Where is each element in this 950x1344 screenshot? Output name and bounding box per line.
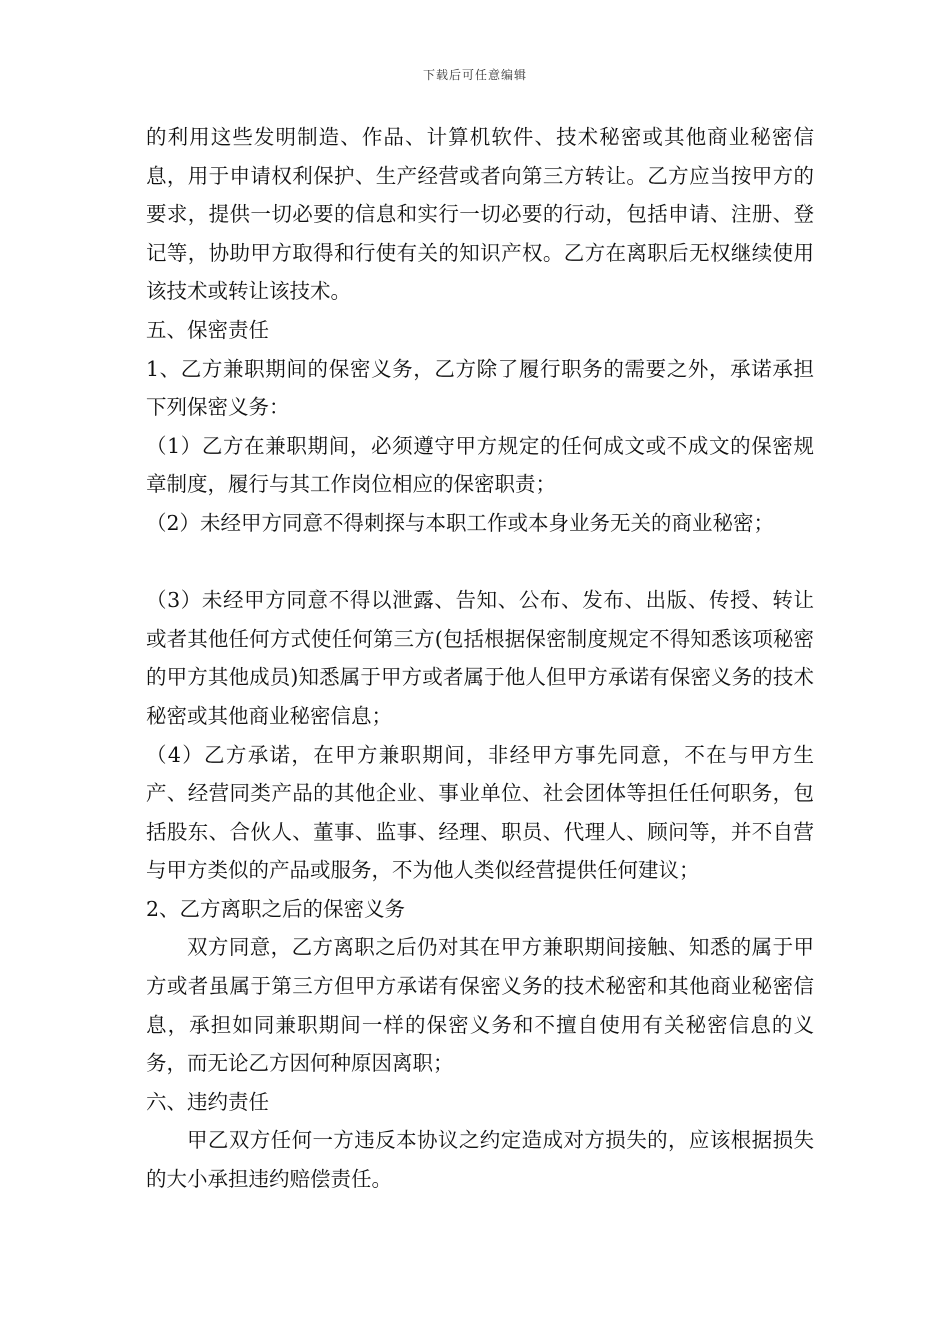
document-body (146, 118, 814, 1199)
item-3-no-disclosure: （3）未经甲方同意不得以泄露、告知、公布、发布、出版、传授、转让或者其他任何方式使任何第三方(包括根据保密制度规定不得知悉该项秘密的甲方其他成员)知悉属于甲方或者属于他人但甲方承诺有保密义务的技术秘密或其他商业秘密信息； (146, 588, 814, 728)
item-1-rules: （1）乙方在兼职期间，必须遵守甲方规定的任何成文或不成文的保密规章制度，履行与其工作岗位相应的保密职责； (146, 433, 814, 497)
paragraph-after-leaving-obligation: 双方同意，乙方离职之后仍对其在甲方兼职期间接触、知悉的属于甲方或者虽属于第三方但甲方承诺有保密义务的技术秘密和其他商业秘密信息，承担如同兼职期间一样的保密义务和不擅自使用有关秘密信息的义务，而无论乙方因何种原因离职； (146, 935, 814, 1076)
clause-1-during-employment: 1、乙方兼职期间的保密义务，乙方除了履行职务的需要之外，承诺承担下列保密义务： (146, 356, 814, 420)
paragraph-breach-liability: 甲乙双方任何一方违反本协议之约定造成对方损失的，应该根据损失的大小承担违约赔偿责任。 (146, 1128, 814, 1192)
paragraph-ip-usage: 的利用这些发明制造、作品、计算机软件、技术秘密或其他商业秘密信息，用于申请权利保护、生产经营或者向第三方转让。乙方应当按甲方的要求，提供一切必要的信息和实行一切必要的行动，包括申请、注册、登记等，协助甲方取得和行使有关的知识产权。乙方在离职后无权继续使用该技术或转让该技术。 (146, 125, 814, 304)
clause-2-after-leaving: 2、乙方离职之后的保密义务 (146, 896, 406, 921)
section-heading-breach: 六、违约责任 (146, 1089, 269, 1114)
item-2-no-spying: （2）未经甲方同意不得刺探与本职工作或本身业务无关的商业秘密； (146, 510, 775, 535)
page-header: 下载后可任意编辑 (422, 68, 527, 82)
blank-line (146, 543, 814, 582)
section-heading-confidentiality: 五、保密责任 (146, 317, 269, 342)
item-4-no-competing-role: （4）乙方承诺，在甲方兼职期间，非经甲方事先同意，不在与甲方生产、经营同类产品的其他企业、事业单位、社会团体等担任任何职务，包括股东、合伙人、董事、监事、经理、职员、代理人、顾问等，并不自营与甲方类似的产品或服务，不为他人类似经营提供任何建议； (146, 742, 814, 883)
